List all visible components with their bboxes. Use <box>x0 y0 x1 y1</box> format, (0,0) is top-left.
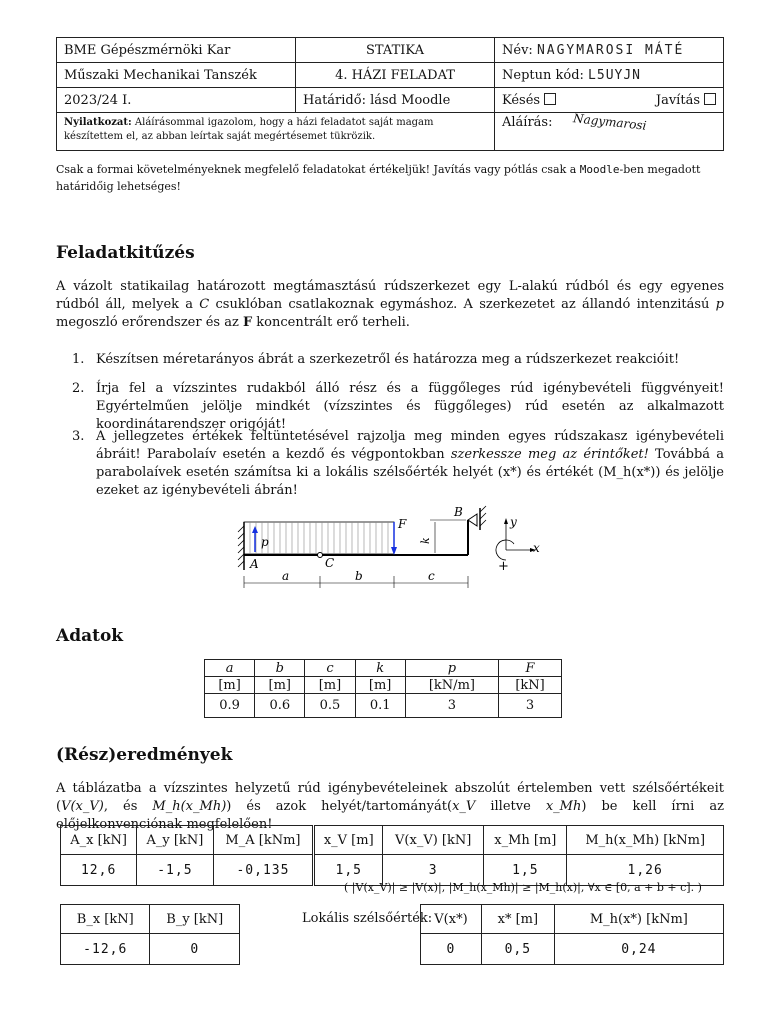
requirements-note <box>56 161 726 195</box>
declaration-text: Aláírásommal igazolom, hogy a házi feladatot saját magam készítettem el, az abban leírtak saját megértésemet tükrözik. <box>64 117 434 142</box>
axis-x-label: x <box>533 541 540 555</box>
intro-f: F <box>242 315 253 330</box>
val-mhxmh[interactable]: 1,26 <box>567 855 724 886</box>
label-b: B <box>454 505 463 519</box>
signature-label: Aláírás: <box>502 115 553 130</box>
unit-p: [kN/m] <box>405 677 498 694</box>
item-number: 3. <box>72 429 85 444</box>
results-intro-v: V(x_V) <box>61 799 104 814</box>
hdr-bx: B_x [kN] <box>61 905 150 934</box>
results-intro-1: A táblázatba a vízszintes helyzetű rúd igénybevételeinek abszolút értelemben vett szélsőértékeit ( <box>56 781 724 814</box>
dim-b: b <box>355 569 363 583</box>
item-text <box>96 428 724 500</box>
dim-c: c <box>428 569 435 583</box>
hinge-c <box>318 553 323 558</box>
label-plus: + <box>498 559 509 574</box>
val-f: 3 <box>499 694 562 718</box>
results-intro-5: ) be kell írni az előjelkonvenciónak megfelelően! <box>56 799 724 832</box>
item-number: 2. <box>72 381 85 396</box>
requirements-part1: Csak a formai követelményeknek megfelelő feladatokat értékeljük! Javítás vagy pótlás csak a <box>56 163 580 176</box>
unit-b: [m] <box>255 677 305 694</box>
intro-3: megoszló erőrendszer és az <box>56 315 243 330</box>
hdr-ma: M_A [kNm] <box>213 826 314 855</box>
sym-f: F <box>525 660 535 676</box>
assignment: 4. HÁZI FELADAT <box>296 63 495 88</box>
hdr-vxstar: V(x*) <box>421 905 482 934</box>
results-intro-m: M_h(x_Mh) <box>152 799 227 814</box>
hdr-by: B_y [kN] <box>150 905 240 934</box>
unit-c: [m] <box>305 677 355 694</box>
unit-k: [m] <box>355 677 405 694</box>
val-a: 0.9 <box>205 694 255 718</box>
axis-y-label: y <box>510 515 517 529</box>
name-value: NAGYMAROSI MÁTÉ <box>536 42 685 58</box>
val-bx[interactable]: -12,6 <box>61 934 150 965</box>
sym-b: b <box>275 660 284 676</box>
neptun-cell <box>495 63 724 88</box>
val-ax[interactable]: 12,6 <box>61 855 137 886</box>
item3-text-b: Továbbá a parabolaívek esetén számítsa ki a lokális szélsőérték helyét (x*) és értékét (M_h(x*)) és jelölje ezeket az igénybevételi ábrán! <box>96 447 724 498</box>
label-p: p <box>261 535 269 549</box>
val-xv[interactable]: 1,5 <box>314 855 383 886</box>
signature-cell <box>495 113 724 151</box>
item-number: 1. <box>72 352 85 367</box>
label-c-point: C <box>325 556 335 570</box>
sym-p: p <box>447 660 457 676</box>
task-item-3 <box>72 428 724 500</box>
declaration-label: Nyilatkozat: <box>64 117 132 128</box>
subject: STATIKA <box>296 38 495 63</box>
val-vxstar[interactable]: 0 <box>421 934 482 965</box>
label-k: k <box>419 537 432 544</box>
requirements-part2: -ben megadott határidőig lehetséges! <box>56 163 701 193</box>
results-table-1 <box>60 825 724 886</box>
deadline: Határidő: lásd Moodle <box>296 88 495 113</box>
name-cell <box>495 38 724 63</box>
intro-4: koncentrált erő terheli. <box>252 315 410 330</box>
results-intro-2: , és <box>103 799 153 814</box>
sym-a: a <box>225 660 234 676</box>
support-b <box>468 514 477 526</box>
local-extremum-label: Lokális szélsőérték: <box>302 911 433 926</box>
item-text: Készítsen méretarányos ábrát a szerkezetről és határozza meg a rúdszerkezet reakcióit! <box>96 352 680 367</box>
hdr-ax: A_x [kN] <box>61 826 137 855</box>
header-table <box>56 37 724 151</box>
declaration-cell <box>57 113 495 151</box>
task-intro <box>56 278 724 332</box>
intro-2: csuklóban csatlakoznak egymáshoz. A szerkezetet az állandó intenzitású <box>209 297 716 312</box>
results-intro-xm: x_Mh <box>545 799 582 814</box>
label-f: F <box>398 517 407 531</box>
task-item-2 <box>72 380 724 434</box>
results-intro-xv: x_V <box>452 799 476 814</box>
intro-1: A vázolt statikailag határozott megtámasztású rúdszerkezet egy L-alakú rúdból és egy egyenes rúdból áll, melyek a <box>56 279 724 312</box>
unit-f: [kN] <box>499 677 562 694</box>
val-p: 3 <box>405 694 498 718</box>
task-heading: Feladatkitűzés <box>56 243 195 263</box>
unit-a: [m] <box>205 677 255 694</box>
val-c: 0.5 <box>305 694 355 718</box>
val-ay[interactable]: -1,5 <box>137 855 213 886</box>
val-mhxstar[interactable]: 0,24 <box>554 934 723 965</box>
results-intro-3: ) és azok helyét/tartományát( <box>226 799 453 814</box>
val-ma[interactable]: -0,135 <box>213 855 314 886</box>
neptun-label: Neptun kód: <box>502 67 584 83</box>
term: 2023/24 I. <box>57 88 296 113</box>
item3-text-a: A jellegzetes értékek feltüntetésével rajzolja meg minden egyes rúdszakasz igénybevételi ábráit! Parabolaív esetén a kezdő és végpontokban <box>96 429 724 462</box>
late-label: Késés <box>502 92 541 108</box>
signature: Nagymarosi <box>572 111 647 133</box>
val-xmh[interactable]: 1,5 <box>484 855 567 886</box>
item3-emphasis: szerkessze meg az érintőket! <box>450 447 649 462</box>
hdr-mhxstar: M_h(x*) [kNm] <box>554 905 723 934</box>
hdr-xstar: x* [m] <box>481 905 554 934</box>
fix-label: Javítás <box>655 92 700 108</box>
dim-a: a <box>282 569 290 583</box>
hdr-xmh: x_Mh [m] <box>484 826 567 855</box>
condition-note: ( |V(x_V)| ≥ |V(x)|, |M_h(x_Mh)| ≥ |M_h(x)|, ∀x ∈ [0, a + b + c]. ) <box>344 881 702 894</box>
task-item-1 <box>72 351 724 369</box>
neptun-value: L5UYJN <box>588 67 642 83</box>
val-b: 0.6 <box>255 694 305 718</box>
intro-c: C <box>199 297 210 312</box>
late-fix-cell <box>495 88 724 113</box>
intro-p: p <box>715 297 724 312</box>
sym-c: c <box>326 660 334 676</box>
val-xstar[interactable]: 0,5 <box>481 934 554 965</box>
name-label: Név: <box>502 42 533 58</box>
moodle-word: Moodle <box>579 163 620 176</box>
department: Műszaki Mechanikai Tanszék <box>57 63 296 88</box>
label-a-point: A <box>250 557 259 571</box>
faculty: BME Gépészmérnöki Kar <box>57 38 296 63</box>
hdr-ay: A_y [kN] <box>137 826 213 855</box>
data-heading: Adatok <box>56 626 124 646</box>
results-heading: (Rész)eredmények <box>56 745 233 765</box>
late-checkbox[interactable] <box>544 93 556 105</box>
results-table-3 <box>420 904 724 965</box>
hdr-xv: x_V [m] <box>314 826 383 855</box>
structure-figure <box>230 500 560 600</box>
val-k: 0.1 <box>355 694 405 718</box>
results-intro-4: illetve <box>475 799 546 814</box>
item-text: Írja fel a vízszintes rudakból álló rész és a függőleges rúd igénybevételi függvényeit! Egyértelműen jelölje mindkét (vízszintes és függőleges) rúd esetén az alkalmazott koordinátarendszer origóját! <box>96 381 724 432</box>
fix-checkbox[interactable] <box>704 93 716 105</box>
data-table <box>204 659 562 718</box>
hdr-vxv: V(x_V) [kN] <box>383 826 484 855</box>
val-vxv[interactable]: 3 <box>383 855 484 886</box>
hdr-mhxmh: M_h(x_Mh) [kNm] <box>567 826 724 855</box>
sym-k: k <box>376 660 385 676</box>
val-by[interactable]: 0 <box>150 934 240 965</box>
results-table-2 <box>60 904 240 965</box>
